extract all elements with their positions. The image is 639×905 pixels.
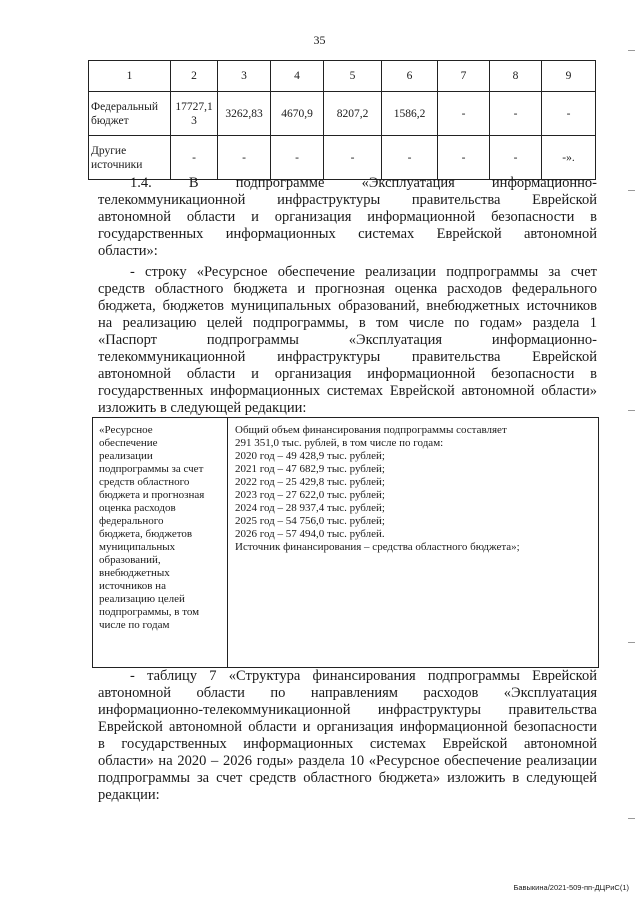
label-line: обеспечение [99,437,158,449]
row-label-line: Федеральный [91,100,158,113]
text-line: автономной области и организация информационной безопасности в [98,209,597,225]
text-line: телекоммуникационной инфраструктуры правительства Еврейской [98,349,597,365]
table-cell [218,136,271,180]
content-line: 2022 год – 25 429,8 тыс. рублей; [235,476,385,488]
text-line: изложить в следующей редакции: [98,400,307,416]
table-cell [324,92,382,136]
cell-text: 3 [191,114,197,127]
resource-provision-content [229,418,598,667]
table-row-label [89,92,171,136]
text-line: подпрограммы за счет средств областного бюджета» изложить в следующей [98,770,597,786]
text-line: бюджета, бюджетов муниципальных образований, внебюджетных источников [98,298,597,314]
table-header-cell: 1 [89,61,171,92]
cell-text: 3262,83 [225,107,263,120]
label-line: внебюджетных [99,567,170,579]
table-cell [171,136,218,180]
label-line: подпрограммы, в том [99,606,200,618]
content-line: 2021 год – 47 682,9 тыс. рублей; [235,463,385,475]
content-line: Источник финансирования – средства областного бюджета»; [235,541,520,553]
table-cell [271,92,324,136]
table-row [89,136,596,180]
cell-text: - [242,151,246,164]
cell-text: 1586,2 [393,107,426,120]
text-line: государственных информационных системах Еврейской автономной [98,226,597,242]
text-line: 1.4. В подпрограмме «Эксплуатация информационно- [130,175,597,191]
cell-text: - [461,107,466,120]
text-line: - таблицу 7 «Структура финансирования подпрограммы Еврейской [130,668,597,684]
content-line: 2023 год – 27 622,0 тыс. рублей; [235,489,385,501]
content-line: 2020 год – 49 428,9 тыс. рублей; [235,450,385,462]
table-header-cell: 7 [438,61,490,92]
margin-mark [628,190,635,191]
cell-text: - [566,107,571,120]
row-label-line: источники [91,158,143,171]
table-row [89,92,596,136]
cell-text: - [407,151,412,164]
table-cell [438,136,490,180]
content-line: 291 351,0 тыс. рублей, в том числе по годам: [235,437,444,449]
cell-text: 17727,1 [175,100,213,113]
text-line: телекоммуникационной инфраструктуры правительства Еврейской [98,192,597,208]
table-cell [271,136,324,180]
page-number: 35 [313,33,326,47]
content-line: 2024 год – 28 937,4 тыс. рублей; [235,502,385,514]
label-line: средств областного [99,476,190,488]
label-line: федерального [99,515,164,527]
text-line: информационно-телекоммуникационной инфраструктуры правительства [98,702,597,718]
content-line: Общий объем финансирования подпрограммы составляет [235,424,507,436]
label-line: бюджета, бюджетов [99,528,193,540]
content-line: 2025 год – 54 756,0 тыс. рублей; [235,515,385,527]
table-cell [438,92,490,136]
text-line: Еврейской автономной области и организация информационной безопасности [98,719,597,735]
margin-mark [628,410,635,411]
text-line: средств областного бюджета и прогнозная оценка расходов федерального [98,281,597,297]
table-cell [490,92,542,136]
cell-text: -». [562,151,575,164]
text-line: на реализацию целей подпрограммы, в том числе по годам» раздела 1 [98,315,597,331]
label-line: образований, [99,554,161,566]
cell-text: - [461,151,466,164]
table-cell [382,136,438,180]
cell-text: - [350,151,355,164]
table-header-cell: 3 [218,61,271,92]
table-header-cell: 6 [382,61,438,92]
text-line: области»: [98,243,158,259]
table-cell [324,136,382,180]
resource-provision-box [92,417,599,668]
paragraph-1-4 [98,175,597,260]
margin-mark [628,50,635,51]
label-line: «Ресурсное [99,424,153,436]
text-line: области» на 2020 – 2026 годы» раздела 10 «Ресурсное обеспечение реализации [98,753,597,769]
text-line: «Паспорт подпрограммы «Эксплуатация информационно- [98,332,597,348]
table-header-cell: 5 [324,61,382,92]
label-line: подпрограммы за счет [99,463,204,475]
row-label-line: Другие [91,144,127,157]
label-line: источников на [99,580,166,592]
label-line: реализации [99,450,153,462]
table-cell [542,136,596,180]
margin-mark [628,642,635,643]
document-footer: Бавыкина/2021-509-пп-ДЦРиС(1) [513,883,629,892]
table-header-cell: 4 [271,61,324,92]
table-cell [382,92,438,136]
table-cell [542,92,596,136]
text-line: автономной области по направлениям расходов «Эксплуатация [98,685,597,701]
text-line: в государственных информационных системах Еврейской автономной [98,736,597,752]
table-cell [171,92,218,136]
cell-text: 8207,2 [336,107,369,120]
paragraph-table-7 [98,668,597,804]
paragraph-row-replacement [98,264,597,417]
table-header-cell: 2 [171,61,218,92]
text-line: - строку «Ресурсное обеспечение реализации подпрограммы за счет [130,264,597,280]
table-header-cell: 9 [542,61,596,92]
label-line: реализацию целей [99,593,185,605]
label-line: муниципальных [99,541,176,553]
content-line: 2026 год – 57 494,0 тыс. рублей. [235,528,385,540]
cell-text: - [513,107,518,120]
text-line: государственных информационных системах Еврейской автономной области» [98,383,597,399]
table-row-label [89,136,171,180]
row-label-line: бюджет [91,114,129,127]
financing-table [88,60,596,180]
label-line: оценка расходов [99,502,176,514]
table-cell [218,92,271,136]
cell-text: 4670,9 [281,107,313,120]
label-line: числе по годам [99,619,170,631]
cell-text: - [513,151,518,164]
table-header-cell: 8 [490,61,542,92]
margin-mark [628,818,635,819]
resource-provision-label [93,418,228,667]
cell-text: - [295,151,299,164]
text-line: редакции: [98,787,160,803]
cell-text: - [192,151,196,164]
text-line: автономной области и организация информационной безопасности в [98,366,597,382]
table-cell [490,136,542,180]
label-line: бюджета и прогнозная [99,489,205,501]
